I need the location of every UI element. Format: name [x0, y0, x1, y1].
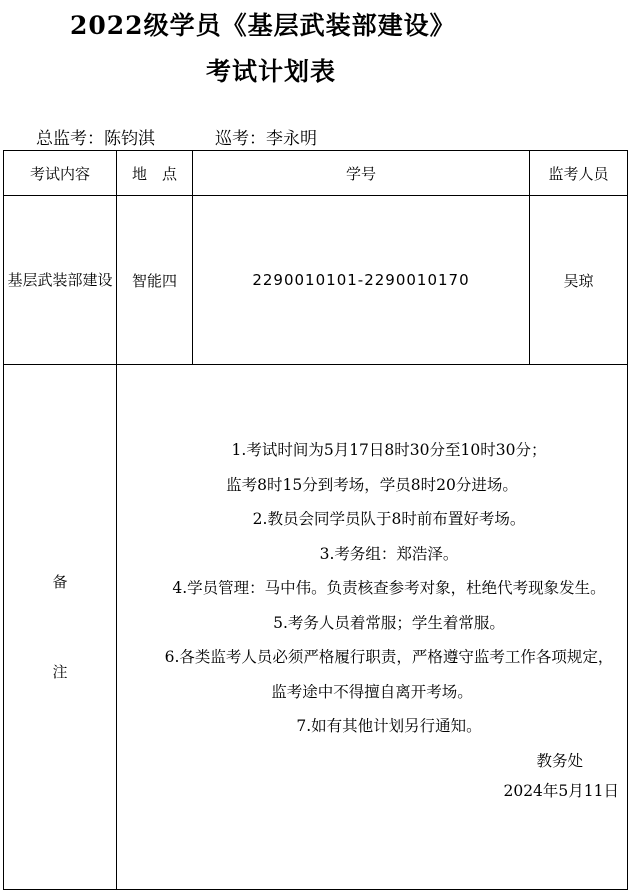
remarks-label-char: 注 [52, 663, 68, 681]
chief-proctor-label: 总监考： [36, 129, 104, 149]
note-item: 4.学员管理：马中伟。负责核查参考对象，杜绝代考现象发生。 [172, 579, 606, 597]
header-invigilator: 监考人员 [530, 151, 628, 196]
remarks-label [4, 365, 117, 890]
remarks-row [4, 365, 628, 890]
document-subtitle: 考试计划表 [206, 57, 337, 86]
issuer-signature: 教务处 [536, 751, 583, 770]
patrol-label: 巡考： [215, 129, 266, 149]
note-item: 监考8时15分到考场，学员8时20分进场。 [226, 475, 518, 494]
note-item: 3.考务组：郑浩泽。 [319, 544, 459, 563]
cell-location: 智能四 [117, 196, 193, 365]
patrol-name: 李永明 [266, 129, 317, 149]
table-row [4, 196, 628, 365]
header-subject: 考试内容 [4, 151, 117, 196]
header-location: 地 点 [117, 151, 193, 196]
document-title: 2022级学员《基层武装部建设》 [70, 11, 456, 40]
cell-student-ids: 2290010101-2290010170 [193, 196, 530, 365]
proctor-line [36, 124, 317, 149]
note-item: 2.教员会同学员队于8时前布置好考场。 [252, 510, 526, 528]
remarks-content [117, 365, 628, 890]
issue-date: 2024年5月11日 [503, 781, 619, 800]
cell-invigilator: 吴琼 [530, 196, 628, 365]
note-item: 7.如有其他计划另行通知。 [296, 717, 482, 735]
table-header-row [4, 151, 628, 196]
chief-proctor-name: 陈钧淇 [104, 129, 155, 149]
header-student-ids: 学号 [193, 151, 530, 196]
cell-subject: 基层武装部建设 [4, 196, 117, 365]
note-item: 6.各类监考人员必须严格履行职责，严格遵守监考工作各项规定，监考途中不得擅自离开考场。 [164, 648, 614, 701]
note-item: 5.考务人员着常服；学生着常服。 [273, 613, 505, 632]
note-item: 1.考试时间为5月17日8时30分至10时30分； [231, 441, 547, 459]
remarks-label-char: 备 [52, 573, 68, 591]
exam-plan-table [3, 150, 628, 890]
